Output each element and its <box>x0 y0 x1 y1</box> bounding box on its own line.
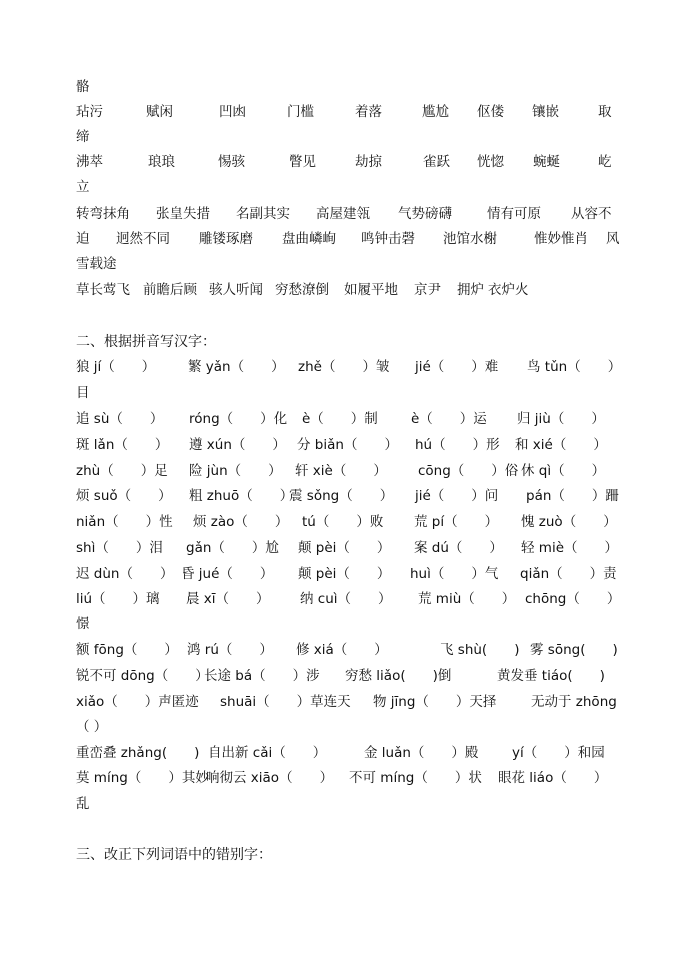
blank: 憬 <box>76 616 90 632</box>
blank: 黄发垂 tiáo( ) <box>497 668 605 684</box>
blank: 响彻云 xiāo（ ） <box>206 770 334 786</box>
blank: 休 qì（ ） <box>521 463 606 479</box>
blank: 分 biǎn（ ） <box>297 437 398 453</box>
word: 迥然不同 <box>116 231 170 247</box>
text-line <box>0 693 688 719</box>
word: 蜿蜒 <box>533 154 560 170</box>
blank: 重峦叠 zhǎng( ) <box>76 745 200 761</box>
word: 从容不 <box>571 206 612 222</box>
text-line <box>0 641 688 667</box>
word: 雪载途 <box>76 256 117 272</box>
text-line <box>0 539 688 565</box>
word: 玷污 <box>76 104 103 120</box>
word: 气势磅礴 <box>398 206 452 222</box>
blank: 物 jīng（ ）天择 <box>373 694 497 710</box>
blank: 眼花 liáo（ ） <box>498 770 608 786</box>
word: 穷愁潦倒 <box>275 282 329 298</box>
blank: pán（ ）跚 <box>526 488 619 504</box>
blank: 遵 xún（ ） <box>189 437 286 453</box>
blank: 颠 pèi（ ） <box>298 566 391 582</box>
word: 立 <box>76 179 90 195</box>
blank: 迟 dùn（ ） <box>76 566 174 582</box>
word: 草长莺飞 <box>76 282 130 298</box>
text-line <box>0 667 688 693</box>
text-line <box>0 410 688 436</box>
blank: （ ） <box>76 719 108 735</box>
blank: huì（ ）气 <box>410 566 499 582</box>
blank: yí（ ）和园 <box>512 745 605 761</box>
text-line <box>0 769 688 795</box>
text-line <box>0 795 688 821</box>
word: 京尹 <box>414 282 441 298</box>
blank: chōng（ ） <box>525 591 621 607</box>
word: 张皇失措 <box>156 206 210 222</box>
blank: shuāi（ ）草连天 <box>220 694 351 710</box>
blank: 和 xié（ ） <box>515 437 607 453</box>
blank: 修 xiá（ ） <box>296 642 388 658</box>
blank: 雾 sōng( ) <box>530 642 618 658</box>
blank: 穷愁 liǎo( )倒 <box>345 668 452 684</box>
blank: 鸟 tǔn（ ） <box>527 359 622 375</box>
blank: 飞 shù( ) <box>440 642 520 658</box>
blank: 自出新 cǎi（ ） <box>208 745 327 761</box>
word: 瞥见 <box>289 154 316 170</box>
blank: 繁 yǎn（ ） <box>188 359 285 375</box>
blank: qiǎn（ ）责 <box>520 566 617 582</box>
word: 转弯抹角 <box>76 206 130 222</box>
blank: jié（ ）问 <box>415 488 499 504</box>
word: 骇人听闻 <box>209 282 263 298</box>
text-line <box>0 178 688 204</box>
word: 镶嵌 <box>532 104 559 120</box>
word: 鸣钟击磬 <box>361 231 415 247</box>
word: 屹 <box>598 154 612 170</box>
section-heading <box>0 333 688 359</box>
text-line <box>0 384 688 410</box>
blank: 鸿 rú（ ） <box>187 642 273 658</box>
text-line <box>0 281 688 307</box>
text-line <box>0 103 688 129</box>
text-line <box>0 513 688 539</box>
text-line <box>0 128 688 154</box>
blank: zhě（ ）皱 <box>298 359 390 375</box>
blank: 狼 jí（ ） <box>76 359 156 375</box>
blank: cōng（ ）俗 <box>418 463 519 479</box>
blank: è（ ）制 <box>302 411 378 427</box>
word: 雕镂琢磨 <box>199 231 253 247</box>
blank: 烦 suǒ（ ） <box>76 488 172 504</box>
word: 取 <box>598 104 612 120</box>
text-line <box>0 718 688 744</box>
blank: 案 dú（ ） <box>414 540 503 556</box>
heading-text: 二、根据拼音写汉字： <box>76 334 216 350</box>
word: 风 <box>606 231 620 247</box>
word: 缔 <box>76 129 90 145</box>
blank: 目 <box>76 385 90 401</box>
blank: 无动于 zhōng <box>531 694 617 710</box>
blank: tú（ ）败 <box>302 514 384 530</box>
text-line <box>0 744 688 770</box>
blank: 震 sǒng（ ） <box>289 488 394 504</box>
section-heading <box>0 846 688 872</box>
word: 盘曲嶙峋 <box>282 231 336 247</box>
text-line <box>0 487 688 513</box>
word: 池馆水榭 <box>443 231 497 247</box>
blank: 金 luǎn（ ）殿 <box>364 745 479 761</box>
word: 琅琅 <box>148 154 175 170</box>
text-line <box>0 436 688 462</box>
word: 名副其实 <box>236 206 290 222</box>
text-line <box>0 255 688 281</box>
word: 前瞻后顾 <box>143 282 197 298</box>
word: 情有可原 <box>487 206 541 222</box>
blank: 追 sù（ ） <box>76 411 164 427</box>
blank: róng（ ）化 <box>189 411 288 427</box>
text-line <box>0 462 688 488</box>
word: 雀跃 <box>423 154 450 170</box>
text-line <box>0 565 688 591</box>
word: 凹凼 <box>219 104 246 120</box>
word: 伛偻 <box>477 104 504 120</box>
blank: 烦 zào（ ） <box>193 514 289 530</box>
word: 恍惚 <box>477 154 504 170</box>
blank: 乱 <box>76 796 90 812</box>
heading-text: 三、改正下列词语中的错别字： <box>76 847 272 863</box>
text-line <box>0 230 688 256</box>
word: 赋闲 <box>146 104 173 120</box>
text-line <box>0 615 688 641</box>
word: 衣炉火 <box>488 282 529 298</box>
blank: 长途 bá（ ）涉 <box>204 668 320 684</box>
blank: 昏 jué（ ） <box>181 566 274 582</box>
blank: 莫 míng（ ）其妙 <box>76 770 209 786</box>
word: 拥炉 <box>457 282 484 298</box>
blank: 粗 zhuō（ ） <box>189 488 294 504</box>
text-line <box>0 358 688 384</box>
text-line <box>0 205 688 231</box>
blank: 轩 xiè（ ） <box>295 463 387 479</box>
word: 如履平地 <box>344 282 398 298</box>
blank: 不可 míng（ ）状 <box>349 770 482 786</box>
word: 高屋建瓴 <box>316 206 370 222</box>
word: 沸萃 <box>76 154 103 170</box>
blank: 晨 xī（ ） <box>186 591 270 607</box>
blank: xiǎo（ ）声匿迹 <box>76 694 199 710</box>
blank: 荒 miù（ ） <box>418 591 516 607</box>
blank: zhù（ ）足 <box>76 463 168 479</box>
word: 劫掠 <box>355 154 382 170</box>
text-line <box>0 590 688 616</box>
blank: 斑 lǎn（ ） <box>76 437 169 453</box>
blank: niǎn（ ）性 <box>76 514 173 530</box>
blank: 额 fōng（ ） <box>76 642 178 658</box>
word: 惕骇 <box>218 154 245 170</box>
blank: 险 jùn（ ） <box>189 463 282 479</box>
blank: 锐不可 dōng（ ） <box>76 668 209 684</box>
blank: 轻 miè（ ） <box>521 540 618 556</box>
word: 尴尬 <box>422 104 449 120</box>
word: 着落 <box>355 104 382 120</box>
word: 迫 <box>76 231 90 247</box>
blank: è（ ）运 <box>411 411 487 427</box>
blank: liú（ ）璃 <box>76 591 160 607</box>
blank: 归 jiù（ ） <box>517 411 605 427</box>
blank: jié（ ）难 <box>415 359 499 375</box>
word: 门槛 <box>287 104 314 120</box>
blank: 颠 pèi（ ） <box>298 540 391 556</box>
word: 惟妙惟肖 <box>534 231 588 247</box>
blank: shì（ ）泪 <box>76 540 163 556</box>
blank: 愧 zuò（ ） <box>521 514 617 530</box>
blank: 纳 cuì（ ） <box>300 591 392 607</box>
text-line <box>0 153 688 179</box>
blank: hú（ ）形 <box>415 437 500 453</box>
word: 骼 <box>76 79 90 95</box>
text-line <box>0 78 688 104</box>
blank: 荒 pí（ ） <box>414 514 499 530</box>
blank: gǎn（ ）尬 <box>186 540 279 556</box>
